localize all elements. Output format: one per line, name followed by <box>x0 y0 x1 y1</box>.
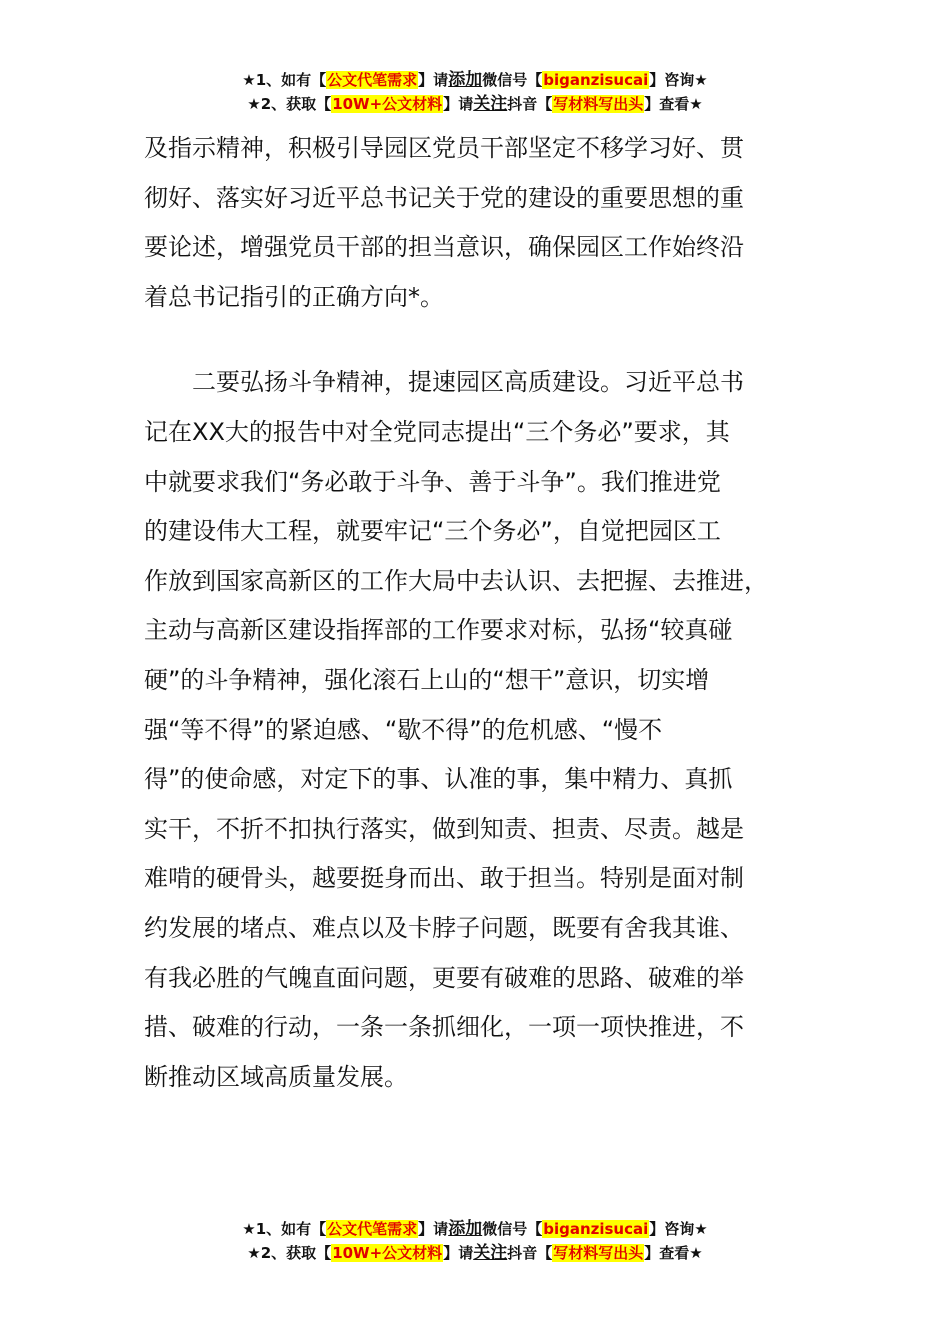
footer-banner <box>0 1217 950 1265</box>
banner-line-1 <box>0 1217 950 1241</box>
banner-text: ★1、如有【 <box>242 1220 327 1238</box>
banner-text: 】查看★ <box>644 1244 703 1262</box>
banner-text: 】请 <box>443 1244 474 1262</box>
paragraph-spacer <box>144 322 814 358</box>
text-line: 二要弘扬斗争精神，提速园区高质建设。习近平总书 <box>144 368 744 397</box>
banner-line-2 <box>0 92 950 116</box>
text-line: 作放到国家高新区的工作大局中去认识、去把握、去推进， <box>144 566 768 595</box>
banner-text: 】查看★ <box>644 95 703 113</box>
text-line: 主动与高新区建设指挥部的工作要求对标，弘扬“较真碰 <box>144 616 733 645</box>
banner-line-2 <box>0 1241 950 1265</box>
text-line: 实干，不折不扣执行落实，做到知责、担责、尽责。越是 <box>144 814 744 843</box>
header-banner <box>0 68 950 116</box>
banner-emphasis: 添加 <box>448 1219 483 1239</box>
banner-highlight: 公文代笔需求 <box>327 1220 418 1238</box>
text-line: 要论述，增强党员干部的担当意识，确保园区工作始终沿 <box>144 233 744 262</box>
banner-text: 抖音【 <box>507 1244 553 1262</box>
banner-text: 微信号【 <box>482 1220 543 1238</box>
banner-highlight: 写材料写出头 <box>553 95 644 113</box>
text-line: 约发展的堵点、难点以及卡脖子问题，既要有舍我其谁、 <box>144 913 744 942</box>
text-line: 得”的使命感，对定下的事、认准的事，集中精力、真抓 <box>144 765 733 794</box>
text-line: 难啃的硬骨头，越要挺身而出、敢于担当。特别是面对制 <box>144 864 744 893</box>
banner-emphasis: 关注 <box>473 1243 508 1263</box>
banner-text: 】请 <box>418 1220 449 1238</box>
banner-highlight: biganzisucai <box>543 71 649 89</box>
banner-text: 微信号【 <box>482 71 543 89</box>
banner-text: ★2、获取【 <box>247 1244 332 1262</box>
banner-highlight: 公文代笔需求 <box>327 71 418 89</box>
text-line: 及指示精神，积极引导园区党员干部坚定不移学习好、贯 <box>144 134 744 162</box>
banner-text: 】咨询★ <box>649 71 708 89</box>
text-line: 着总书记指引的正确方向*。 <box>144 282 444 311</box>
paragraph-2 <box>144 358 814 1102</box>
banner-emphasis: 添加 <box>448 70 483 90</box>
paragraph-1 <box>144 124 814 322</box>
banner-emphasis: 关注 <box>473 94 508 114</box>
document-body <box>144 124 814 1102</box>
banner-highlight: 10W+公文材料 <box>332 95 443 113</box>
text-line: 强“等不得”的紧迫感、“歇不得”的危机感、“慢不 <box>144 715 663 744</box>
banner-text: ★2、获取【 <box>247 95 332 113</box>
banner-highlight: 写材料写出头 <box>553 1244 644 1262</box>
text-line: 记在XX大的报告中对全党同志提出“三个务必”要求，其 <box>144 417 730 446</box>
text-line: 断推动区域高质量发展。 <box>144 1062 408 1091</box>
banner-line-1 <box>0 68 950 92</box>
text-line: 有我必胜的气魄直面问题，更要有破难的思路、破难的举 <box>144 963 744 992</box>
banner-text: ★1、如有【 <box>242 71 327 89</box>
text-line: 中就要求我们“务必敢于斗争、善于斗争”。我们推进党 <box>144 467 721 496</box>
text-line: 措、破难的行动，一条一条抓细化，一项一项快推进，不 <box>144 1013 744 1042</box>
banner-text: 】请 <box>443 95 474 113</box>
banner-text: 抖音【 <box>507 95 553 113</box>
text-line: 的建设伟大工程，就要牢记“三个务必”，自觉把园区工 <box>144 517 721 546</box>
banner-text: 】请 <box>418 71 449 89</box>
banner-text: 】咨询★ <box>649 1220 708 1238</box>
banner-highlight: biganzisucai <box>543 1220 649 1238</box>
banner-highlight: 10W+公文材料 <box>332 1244 443 1262</box>
text-line: 彻好、落实好习近平总书记关于党的建设的重要思想的重 <box>144 183 744 212</box>
text-line: 硬”的斗争精神，强化滚石上山的“想干”意识，切实增 <box>144 665 710 694</box>
